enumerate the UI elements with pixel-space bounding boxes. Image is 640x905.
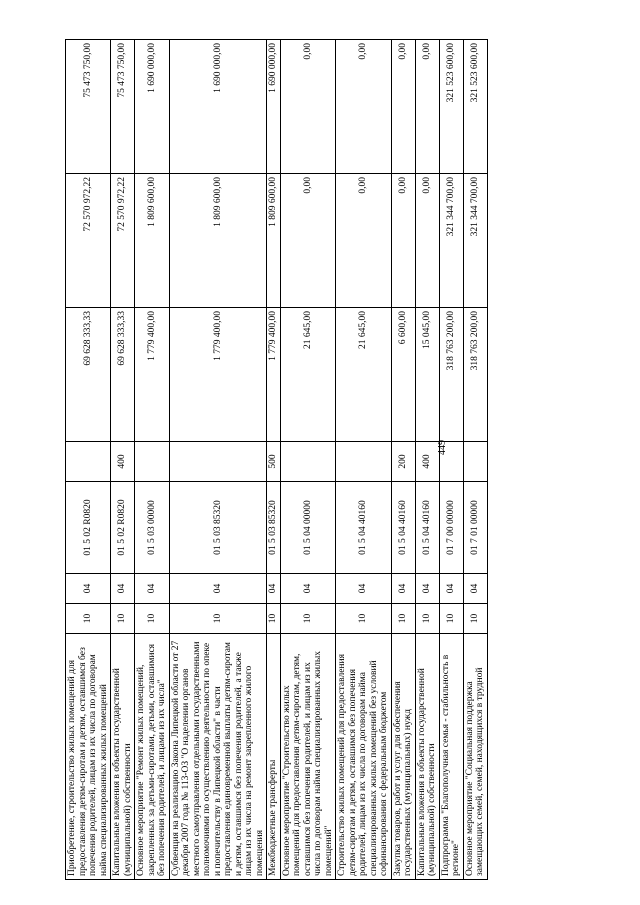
row-csr: 01 5 04 40160 <box>415 482 439 574</box>
row-name: Строительство жилых помещений для предоставления детям-сиротам и детям, оставшимся без попечения родителей, лицам из их числа по договорам найма специализированных жилых помещений без условий софинансирования с федеральным бюджетом <box>336 634 392 880</box>
row-value-1: 1 779 400,00 <box>135 308 170 442</box>
row-value-1: 21 645,00 <box>336 308 392 442</box>
row-csr: 01 5 03 85320 <box>267 482 281 574</box>
row-name: Субвенция на реализацию Закона Липецкой области от 27 декабря 2007 года № 113-ОЗ "О наделении органов местного самоуправления отдельными государственными полномочиями по осуществлению деятельности по опеке и попечительству в Липецкой области" в части предоставления единовременной выплаты детям-сиротам и детям, оставшимся без попечения родителей, а также лицам из их числа на ремонт закрепленного жилого помещения <box>169 634 267 880</box>
row-gr: 10 <box>135 604 170 634</box>
row-name: Основное мероприятие "Социальная поддержка замещающих семей, семей, находящихся в трудной <box>463 634 487 880</box>
row-pr: 04 <box>135 574 170 604</box>
row-value-1: 21 645,00 <box>280 308 336 442</box>
row-value-2: 1 809 600,00 <box>135 174 170 308</box>
row-name: Капитальные вложения в объекты государственной (муниципальной) собственности <box>415 634 439 880</box>
row-vr <box>135 442 170 482</box>
table-row <box>463 40 487 880</box>
row-vr <box>463 442 487 482</box>
row-vr <box>336 442 392 482</box>
row-pr: 04 <box>280 574 336 604</box>
table-row <box>415 40 439 880</box>
row-name: Закупка товаров, работ и услуг для обеспечения государственных (муниципальных) нужд <box>391 634 415 880</box>
row-name: Межбюджетные трансферты <box>267 634 281 880</box>
row-value-3: 1 690 000,00 <box>169 40 267 174</box>
table-row <box>439 40 463 880</box>
row-value-2: 72 570 972,22 <box>111 174 135 308</box>
row-pr: 04 <box>169 574 267 604</box>
table-row <box>135 40 170 880</box>
table-row <box>111 40 135 880</box>
row-csr: 01 5 04 40160 <box>336 482 392 574</box>
row-csr: 01 5 02 R0820 <box>66 482 111 574</box>
row-pr: 04 <box>463 574 487 604</box>
page-number: 449 <box>437 440 448 455</box>
row-value-2: 1 809 600,00 <box>267 174 281 308</box>
row-value-1: 69 628 333,33 <box>111 308 135 442</box>
row-value-1: 318 763 200,00 <box>463 308 487 442</box>
row-vr: 200 <box>391 442 415 482</box>
row-csr: 01 5 03 85320 <box>169 482 267 574</box>
row-pr: 04 <box>66 574 111 604</box>
row-vr: 400 <box>111 442 135 482</box>
row-gr: 10 <box>439 604 463 634</box>
row-value-3: 0,00 <box>280 40 336 174</box>
row-gr: 10 <box>280 604 336 634</box>
row-pr: 04 <box>336 574 392 604</box>
row-value-3: 0,00 <box>391 40 415 174</box>
row-gr: 10 <box>336 604 392 634</box>
row-value-3: 1 690 000,00 <box>267 40 281 174</box>
row-value-2: 0,00 <box>415 174 439 308</box>
row-value-3: 0,00 <box>415 40 439 174</box>
row-value-3: 1 690 000,00 <box>135 40 170 174</box>
row-gr: 10 <box>111 604 135 634</box>
row-name: Капитальные вложения в объекты государственной (муниципальной) собственности <box>111 634 135 880</box>
row-value-2: 72 570 972,22 <box>66 174 111 308</box>
row-csr: 01 5 04 00000 <box>280 482 336 574</box>
row-pr: 04 <box>439 574 463 604</box>
row-gr: 10 <box>66 604 111 634</box>
row-value-2: 321 344 700,00 <box>439 174 463 308</box>
row-pr: 04 <box>267 574 281 604</box>
table-row <box>391 40 415 880</box>
budget-table <box>65 39 488 880</box>
row-vr <box>280 442 336 482</box>
row-gr: 10 <box>267 604 281 634</box>
table-row <box>169 40 267 880</box>
row-csr: 01 7 00 00000 <box>439 482 463 574</box>
row-pr: 04 <box>391 574 415 604</box>
table-row <box>336 40 392 880</box>
row-vr <box>66 442 111 482</box>
row-name: Подпрограмма "Благополучная семья - стабильность в регионе" <box>439 634 463 880</box>
row-gr: 10 <box>169 604 267 634</box>
row-csr: 01 5 02 R0820 <box>111 482 135 574</box>
table-row <box>280 40 336 880</box>
budget-table-rotated <box>65 40 625 880</box>
row-csr: 01 5 04 40160 <box>391 482 415 574</box>
row-value-1: 69 628 333,33 <box>66 308 111 442</box>
row-value-1: 1 779 400,00 <box>169 308 267 442</box>
row-vr: 400 <box>415 442 439 482</box>
row-value-1: 15 045,00 <box>415 308 439 442</box>
row-value-2: 0,00 <box>336 174 392 308</box>
row-gr: 10 <box>415 604 439 634</box>
row-value-3: 0,00 <box>336 40 392 174</box>
row-pr: 04 <box>415 574 439 604</box>
row-gr: 10 <box>463 604 487 634</box>
row-vr <box>169 442 267 482</box>
row-name: Основное мероприятие "Ремонт жилых помещений, закрепленных за детьми-сиротами, детьми, оставшимися без попечения родителей, и лицами из их числа" <box>135 634 170 880</box>
row-name: Основное мероприятие "Строительство жилых помещений для предоставления детям-сиротам, детям, оставшимся без попечения родителей, и лицам из их числа по договорам найма специализированных жилых помещений" <box>280 634 336 880</box>
row-value-2: 0,00 <box>391 174 415 308</box>
row-value-3: 321 523 600,00 <box>463 40 487 174</box>
row-csr: 01 7 01 00000 <box>463 482 487 574</box>
row-value-1: 1 779 400,00 <box>267 308 281 442</box>
row-csr: 01 5 03 00000 <box>135 482 170 574</box>
table-row <box>267 40 281 880</box>
row-vr <box>439 442 463 482</box>
table-row <box>66 40 111 880</box>
row-value-3: 75 473 750,00 <box>66 40 111 174</box>
row-value-2: 0,00 <box>280 174 336 308</box>
row-gr: 10 <box>391 604 415 634</box>
row-value-3: 321 523 600,00 <box>439 40 463 174</box>
row-value-1: 318 763 200,00 <box>439 308 463 442</box>
row-pr: 04 <box>111 574 135 604</box>
row-value-2: 321 344 700,00 <box>463 174 487 308</box>
row-value-1: 6 600,00 <box>391 308 415 442</box>
row-value-2: 1 809 600,00 <box>169 174 267 308</box>
row-name: Приобретение, строительство жилых помещений для предоставления детям-сиротам и детям, оставшимся без попечения родителей, лицам из их числа по договорам найма специализированных жилых помещений <box>66 634 111 880</box>
row-value-3: 75 473 750,00 <box>111 40 135 174</box>
row-vr: 500 <box>267 442 281 482</box>
